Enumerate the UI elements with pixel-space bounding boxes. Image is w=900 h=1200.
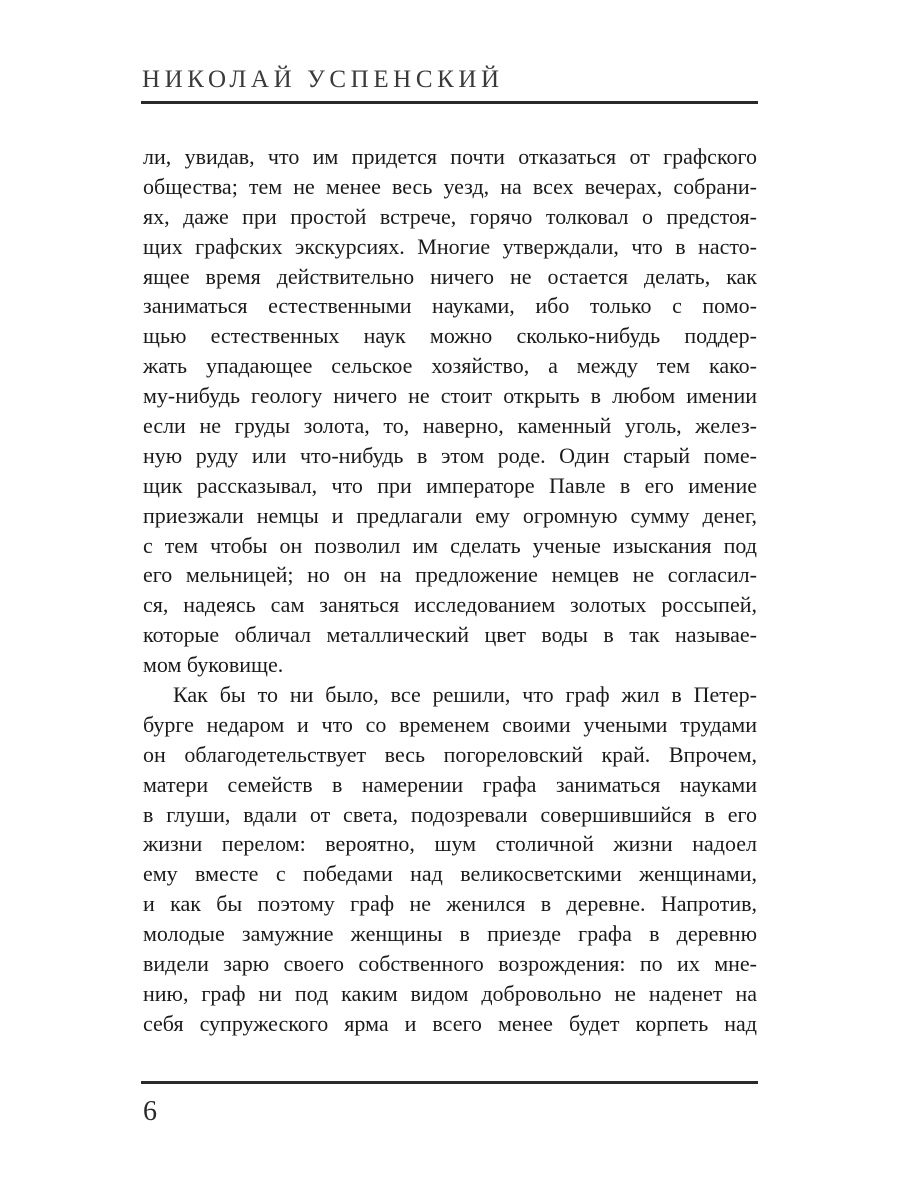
page-number: 6 (143, 1096, 157, 1127)
text-line: он облагодетельствует весь погореловский край. Впрочем, (143, 741, 757, 767)
text-line: бурге недаром и что со временем своими учеными трудами (143, 711, 757, 737)
text-line: заниматься естественными науками, ибо только с помо- (143, 293, 757, 319)
text-line: щик рассказывал, что при императоре Павле в его имение (143, 472, 757, 498)
text-line: ящее время действительно ничего не остается делать, как (143, 263, 757, 289)
text-line: мом буковище. (143, 652, 284, 678)
paragraph-2 (143, 680, 757, 1039)
body-text (143, 142, 757, 1039)
text-line: Как бы то ни было, все решили, что граф жил в Петер- (173, 682, 757, 708)
running-header: НИКОЛАЙ УСПЕНСКИЙ (142, 66, 504, 93)
text-line: себя супружеского ярма и всего менее будет корпеть над (143, 1010, 757, 1036)
text-line: ях, даже при простой встрече, горячо толковал о предстоя- (143, 203, 757, 229)
text-line: его мельницей; но он на предложение немцев не согласил- (143, 562, 757, 588)
text-line: с тем чтобы он позволил им сделать ученые изыскания под (143, 532, 757, 558)
text-line: которые обличал металлический цвет воды в так называе- (143, 622, 757, 648)
header-rule (141, 101, 758, 104)
text-line: матери семейств в намерении графа заниматься науками (143, 771, 757, 797)
text-line: жать упадающее сельское хозяйство, а между тем како- (143, 353, 757, 379)
text-line: приезжали немцы и предлагали ему огромную сумму денег, (143, 502, 757, 528)
text-line: ся, надеясь сам заняться исследованием золотых россыпей, (143, 592, 757, 618)
text-line: ную руду или что-нибудь в этом роде. Один старый поме- (143, 442, 757, 468)
text-line: щих графских экскурсиях. Многие утверждали, что в насто- (143, 233, 757, 259)
text-line: общества; тем не менее весь уезд, на всех вечерах, собрани- (143, 173, 757, 199)
footer-rule (141, 1081, 758, 1084)
text-line: щью естественных наук можно сколько-нибудь поддер- (143, 323, 757, 349)
text-line: ему вместе с победами над великосветскими женщинами, (143, 861, 757, 887)
text-line: и как бы поэтому граф не женился в деревне. Напротив, (143, 891, 757, 917)
text-line: му-нибудь геологу ничего не стоит открыть в любом имении (143, 383, 757, 409)
text-line: если не груды золота, то, наверно, каменный уголь, желез- (143, 413, 757, 439)
text-line: в глуши, вдали от света, подозревали совершившийся в его (143, 801, 757, 827)
text-line: жизни перелом: вероятно, шум столичной жизни надоел (143, 831, 757, 857)
text-line: ли, увидав, что им придется почти отказаться от графского (143, 144, 757, 169)
text-line: нию, граф ни под каким видом добровольно не наденет на (143, 980, 757, 1006)
paragraph-1 (143, 142, 757, 680)
text-line: молодые замужние женщины в приезде графа в деревню (143, 921, 757, 947)
text-line: видели зарю своего собственного возрождения: по их мне- (143, 951, 757, 977)
